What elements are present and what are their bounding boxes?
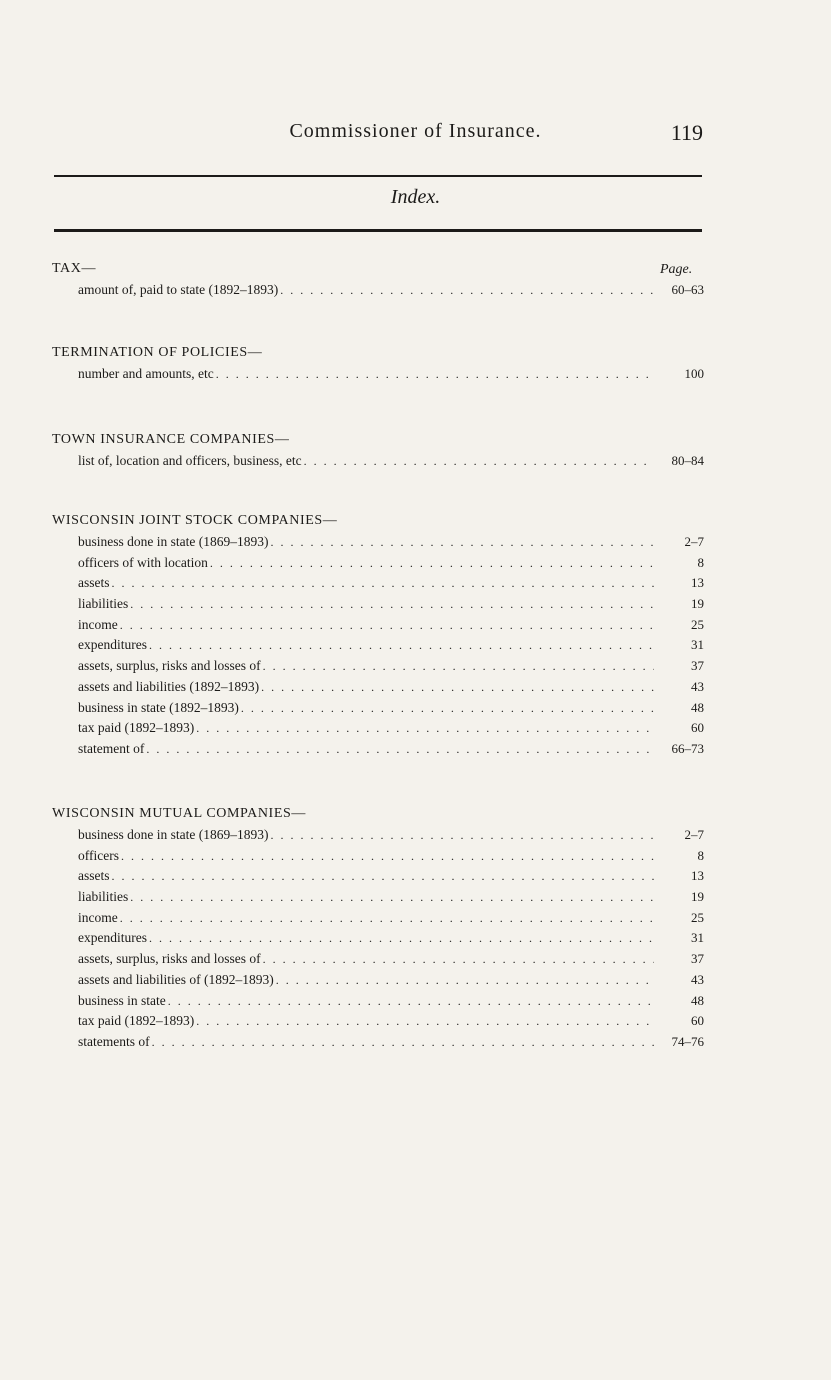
entry-page-ref: 43 (691, 971, 704, 987)
index-entry (52, 739, 704, 760)
index-entry (52, 866, 704, 887)
index-entry (52, 532, 704, 553)
entry-page-ref: 66–73 (671, 740, 704, 756)
dot-leader (241, 698, 654, 719)
index-section (52, 258, 704, 301)
entry-page-ref: 13 (691, 868, 704, 884)
index-entry (52, 451, 704, 472)
index-section (52, 510, 704, 760)
index-entry (52, 846, 704, 867)
entry-label: income (78, 616, 118, 632)
index-section (52, 429, 704, 472)
dot-leader (168, 991, 654, 1012)
index-entry (52, 1011, 704, 1032)
header-rule-top (54, 175, 702, 177)
dot-leader (130, 887, 654, 908)
index-entry (52, 887, 704, 908)
dot-leader (149, 928, 654, 949)
index-entry (52, 718, 704, 739)
entry-label: business done in state (1869–1893) (78, 827, 269, 842)
section-title: WISCONSIN JOINT STOCK COMPANIES— (52, 513, 338, 528)
index-entry (52, 698, 704, 719)
index-entry (52, 280, 704, 301)
index-entry (52, 949, 704, 970)
index-section (52, 342, 704, 385)
entry-label: liabilities (78, 596, 129, 612)
section-title: TERMINATION OF POLICIES— (52, 345, 263, 360)
entry-page-ref: 74–76 (671, 1033, 704, 1049)
section-title: TOWN INSURANCE COMPANIES— (52, 432, 290, 447)
entry-label: business in state (1892–1893) (78, 699, 239, 715)
dot-leader (120, 908, 654, 929)
index-section (52, 803, 704, 1053)
entry-label: assets (78, 868, 110, 884)
section-title: TAX— (52, 261, 97, 276)
entry-page-ref: 25 (691, 616, 704, 632)
entry-label: business done in state (1869–1893) (78, 534, 269, 549)
dot-leader (196, 1011, 654, 1032)
entry-label: expenditures (78, 637, 147, 653)
entry-page-ref: 60 (691, 720, 704, 736)
dot-leader (112, 866, 655, 887)
index-entry (52, 928, 704, 949)
page-number: 119 (670, 120, 703, 145)
entry-page-ref: 19 (691, 596, 704, 612)
entry-page-ref: 37 (691, 951, 704, 967)
index-entry (52, 594, 704, 615)
index-entry (52, 573, 704, 594)
index-entry (52, 615, 704, 636)
entry-label: tax paid (1892–1893) (78, 720, 195, 736)
index-entry (52, 364, 704, 385)
header-rule-bottom (54, 229, 702, 232)
dot-leader (263, 949, 654, 970)
entry-page-ref: 48 (691, 699, 704, 715)
dot-leader (120, 615, 654, 636)
entry-page-ref: 37 (691, 658, 704, 674)
dot-leader (152, 1032, 654, 1053)
entry-label: liabilities (78, 889, 129, 905)
dot-leader (112, 573, 655, 594)
dot-leader (270, 532, 654, 553)
dot-leader (304, 451, 654, 472)
section-title: WISCONSIN MUTUAL COMPANIES— (52, 806, 306, 821)
entry-label: assets, surplus, risks and losses of (78, 951, 261, 967)
entry-label: statements of (78, 1033, 150, 1049)
entry-page-ref: 13 (691, 575, 704, 591)
entry-page-ref: 43 (691, 678, 704, 694)
entry-page-ref: 60–63 (671, 282, 704, 297)
entry-label: list of, location and officers, business, etc (78, 453, 302, 468)
dot-leader (146, 739, 654, 760)
entry-page-ref: 100 (684, 366, 704, 381)
entry-label: tax paid (1892–1893) (78, 1013, 195, 1029)
dot-leader (121, 846, 654, 867)
index-entry (52, 677, 704, 698)
index-entry (52, 656, 704, 677)
index-title: Index. (390, 186, 441, 208)
entry-page-ref: 25 (691, 909, 704, 925)
entry-label: amount of, paid to state (1892–1893) (78, 282, 279, 297)
dot-leader (263, 656, 654, 677)
dot-leader (261, 677, 654, 698)
index-entry (52, 635, 704, 656)
entry-page-ref: 48 (691, 992, 704, 1008)
entry-label: income (78, 909, 118, 925)
entry-page-ref: 31 (691, 637, 704, 653)
entry-label: assets and liabilities (1892–1893) (78, 678, 260, 694)
entry-label: assets and liabilities of (1892–1893) (78, 971, 274, 987)
entry-page-ref: 2–7 (684, 827, 704, 842)
dot-leader (149, 635, 654, 656)
entry-page-ref: 2–7 (684, 534, 704, 549)
page-column-label: Page. (660, 262, 693, 277)
entry-page-ref: 80–84 (671, 453, 704, 468)
dot-leader (270, 825, 654, 846)
dot-leader (130, 594, 654, 615)
index-entry (52, 991, 704, 1012)
entry-page-ref: 31 (691, 930, 704, 946)
dot-leader (216, 364, 654, 385)
entry-page-ref: 60 (691, 1013, 704, 1029)
entry-label: assets (78, 575, 110, 591)
entry-page-ref: 19 (691, 889, 704, 905)
dot-leader (280, 280, 654, 301)
entry-label: officers of with location (78, 554, 208, 570)
entry-label: assets, surplus, risks and losses of (78, 658, 261, 674)
entry-label: number and amounts, etc (78, 366, 214, 381)
entry-label: officers (78, 847, 119, 863)
dot-leader (196, 718, 654, 739)
index-entry (52, 825, 704, 846)
entry-label: expenditures (78, 930, 147, 946)
entry-page-ref: 8 (697, 847, 704, 863)
index-entry (52, 553, 704, 574)
dot-leader (210, 553, 654, 574)
entry-label: business in state (78, 992, 166, 1008)
running-header-title: Commissioner of Insurance. (289, 120, 542, 142)
index-entry (52, 908, 704, 929)
index-entry (52, 1032, 704, 1053)
dot-leader (276, 970, 654, 991)
entry-page-ref: 8 (697, 554, 704, 570)
entry-label: statement of (78, 740, 145, 756)
index-entry (52, 970, 704, 991)
